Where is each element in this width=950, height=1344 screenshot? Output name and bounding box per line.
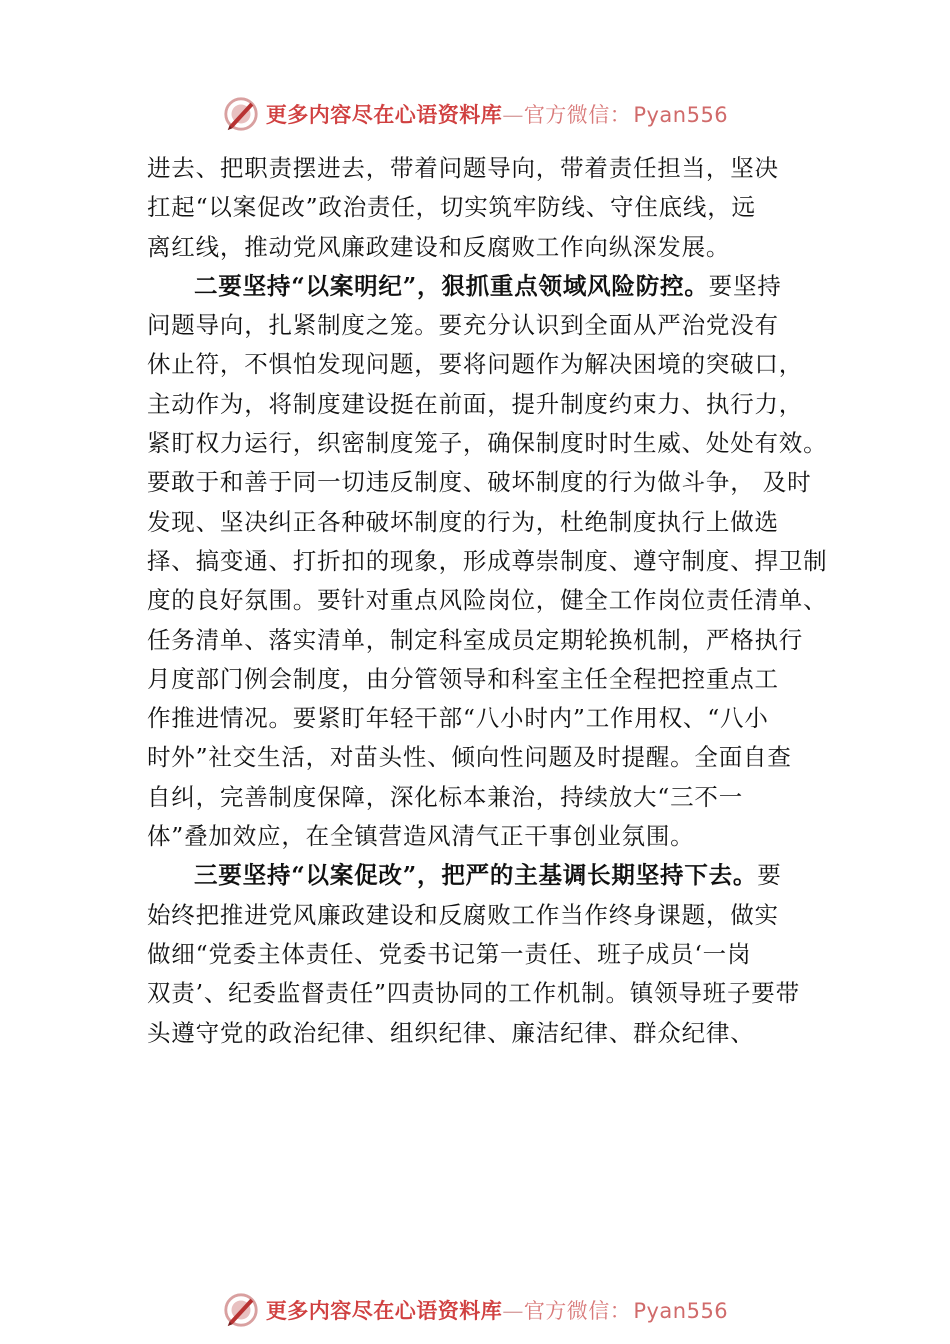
paragraph-heading: 二要坚持“以案明纪”，狠抓重点领域风险防控。 (194, 271, 709, 300)
paragraph-heading-rest: 要 (757, 861, 782, 890)
watermark-wechat-label: 官方微信： (523, 1299, 632, 1323)
pen-logo-icon (222, 1291, 260, 1329)
paragraph-first-line (147, 856, 847, 895)
watermark-wechat-label: 官方微信： (523, 103, 632, 127)
text-line: 作推进情况。要紧盯年轻干部“八小时内”工作用权、“八小 (147, 704, 769, 733)
text-line: 头遵守党的政治纪律、组织纪律、廉洁纪律、群众纪律、 (147, 1018, 755, 1047)
watermark-wechat-id: Pyan556 (633, 1299, 729, 1323)
text-line: 要敢于和善于同一切违反制度、破坏制度的行为做斗争， 及时 (147, 468, 812, 497)
text-line: 始终把推进党风廉政建设和反腐败工作当作终身课题，做实 (147, 900, 779, 929)
watermark-wechat-id: Pyan556 (633, 103, 729, 127)
document-body (147, 149, 847, 1053)
watermark-dash: — (502, 1299, 524, 1323)
watermark-text (266, 1295, 728, 1325)
text-line: 休止符，不惧怕发现问题，要将问题作为解决困境的突破口， (147, 350, 804, 379)
text-line: 做细“党委主体责任、党委书记第一责任、班子成员‘一岗 (147, 939, 752, 968)
text-line: 发现、坚决纠正各种破坏制度的行为，杜绝制度执行上做选 (147, 507, 779, 536)
paragraph-heading-rest: 要坚持 (708, 271, 782, 300)
watermark-site: 更多内容尽在心语资料库 (265, 1298, 503, 1323)
watermark-site: 更多内容尽在心语资料库 (265, 102, 503, 127)
paragraph-first-line (147, 267, 847, 306)
text-line: 时外”社交生活，对苗头性、倾向性问题及时提醒。全面自查 (147, 743, 792, 772)
text-line: 任务清单、落实清单，制定科室成员定期轮换机制，严格执行 (147, 625, 804, 654)
text-line: 自纠，完善制度保障，深化标本兼治，持续放大“三不一 (147, 782, 744, 811)
watermark-banner-bottom (0, 1290, 950, 1330)
text-line: 问题导向，扎紧制度之笼。要充分认识到全面从严治党没有 (147, 311, 779, 340)
paragraph-heading: 三要坚持“以案促改”，把严的主基调长期坚持下去。 (194, 861, 758, 890)
watermark-dash: — (502, 103, 524, 127)
watermark-text (266, 99, 728, 129)
text-line: 紧盯权力运行，织密制度笼子，确保制度时时生威、处处有效。 (147, 429, 828, 458)
text-line: 主动作为，将制度建设挺在前面，提升制度约束力、执行力， (147, 389, 804, 418)
text-line: 择、搞变通、打折扣的现象，形成尊崇制度、遵守制度、捍卫制 (147, 546, 828, 575)
watermark-banner-top (0, 94, 950, 134)
text-line: 体”叠加效应，在全镇营造风清气正干事创业氛围。 (147, 822, 695, 851)
text-line: 双责’、纪委监督责任”四责协同的工作机制。镇领导班子要带 (147, 979, 800, 1008)
text-line: 月度部门例会制度，由分管领导和科室主任全程把控重点工 (147, 664, 779, 693)
text-line: 离红线，推动党风廉政建设和反腐败工作向纵深发展。 (147, 232, 731, 261)
text-line: 度的良好氛围。要针对重点风险岗位，健全工作岗位责任清单、 (147, 586, 828, 615)
pen-logo-icon (222, 95, 260, 133)
text-line: 进去、把职责摆进去，带着问题导向，带着责任担当，坚决 (147, 154, 779, 182)
text-line: 扛起“以案促改”政治责任，切实筑牢防线、守住底线，远 (147, 193, 756, 222)
